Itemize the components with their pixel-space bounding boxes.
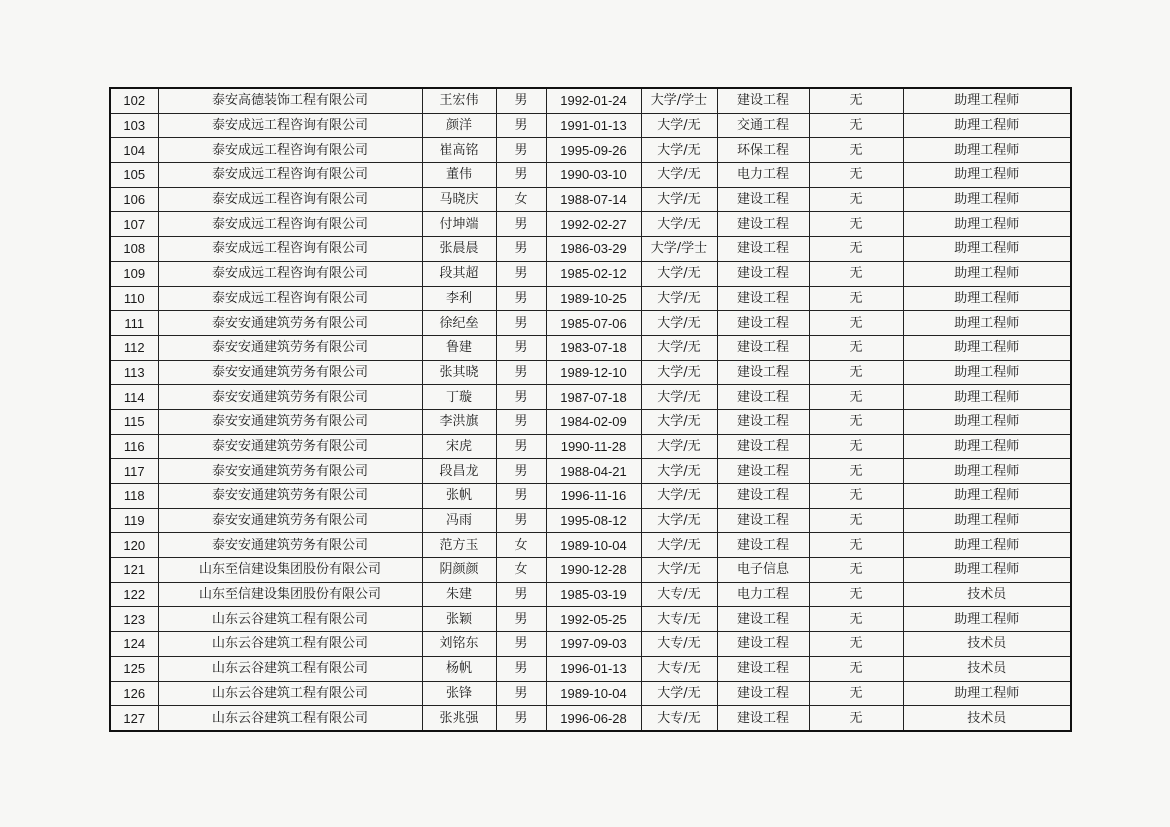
company-name-cell: 山东云谷建筑工程有限公司 <box>158 607 422 632</box>
gender-cell: 男 <box>496 434 546 459</box>
person-name-cell: 张颖 <box>422 607 496 632</box>
current-title-cell: 无 <box>809 409 903 434</box>
table-row <box>110 335 1071 360</box>
table-row <box>110 533 1071 558</box>
applied-title-cell: 助理工程师 <box>903 607 1071 632</box>
major-cell: 建设工程 <box>717 88 809 113</box>
gender-cell: 男 <box>496 360 546 385</box>
gender-cell: 男 <box>496 88 546 113</box>
table-row <box>110 311 1071 336</box>
person-name-cell: 阴颜颜 <box>422 558 496 583</box>
education-cell: 大学/无 <box>641 335 717 360</box>
row-number-cell: 125 <box>110 656 158 681</box>
personnel-table <box>109 87 1072 732</box>
company-name-cell: 泰安成远工程咨询有限公司 <box>158 212 422 237</box>
major-cell: 建设工程 <box>717 212 809 237</box>
birth-date-cell: 1992-02-27 <box>546 212 641 237</box>
company-name-cell: 泰安高德装饰工程有限公司 <box>158 88 422 113</box>
education-cell: 大学/学士 <box>641 88 717 113</box>
company-name-cell: 山东云谷建筑工程有限公司 <box>158 656 422 681</box>
gender-cell: 男 <box>496 656 546 681</box>
table-row <box>110 459 1071 484</box>
person-name-cell: 段其超 <box>422 261 496 286</box>
row-number-cell: 124 <box>110 632 158 657</box>
person-name-cell: 段昌龙 <box>422 459 496 484</box>
company-name-cell: 泰安安通建筑劳务有限公司 <box>158 409 422 434</box>
row-number-cell: 113 <box>110 360 158 385</box>
major-cell: 建设工程 <box>717 434 809 459</box>
education-cell: 大学/无 <box>641 212 717 237</box>
person-name-cell: 李洪旗 <box>422 409 496 434</box>
person-name-cell: 马晓庆 <box>422 187 496 212</box>
major-cell: 建设工程 <box>717 484 809 509</box>
applied-title-cell: 助理工程师 <box>903 237 1071 262</box>
birth-date-cell: 1985-02-12 <box>546 261 641 286</box>
gender-cell: 男 <box>496 113 546 138</box>
row-number-cell: 115 <box>110 409 158 434</box>
major-cell: 建设工程 <box>717 656 809 681</box>
applied-title-cell: 助理工程师 <box>903 261 1071 286</box>
row-number-cell: 105 <box>110 163 158 188</box>
current-title-cell: 无 <box>809 212 903 237</box>
applied-title-cell: 助理工程师 <box>903 113 1071 138</box>
company-name-cell: 山东云谷建筑工程有限公司 <box>158 632 422 657</box>
company-name-cell: 泰安成远工程咨询有限公司 <box>158 138 422 163</box>
row-number-cell: 111 <box>110 311 158 336</box>
birth-date-cell: 1989-10-04 <box>546 533 641 558</box>
birth-date-cell: 1989-12-10 <box>546 360 641 385</box>
applied-title-cell: 助理工程师 <box>903 385 1071 410</box>
birth-date-cell: 1990-12-28 <box>546 558 641 583</box>
row-number-cell: 106 <box>110 187 158 212</box>
company-name-cell: 山东云谷建筑工程有限公司 <box>158 706 422 731</box>
birth-date-cell: 1996-11-16 <box>546 484 641 509</box>
person-name-cell: 张锋 <box>422 681 496 706</box>
birth-date-cell: 1992-05-25 <box>546 607 641 632</box>
applied-title-cell: 助理工程师 <box>903 212 1071 237</box>
company-name-cell: 泰安安通建筑劳务有限公司 <box>158 360 422 385</box>
applied-title-cell: 助理工程师 <box>903 459 1071 484</box>
row-number-cell: 119 <box>110 508 158 533</box>
row-number-cell: 117 <box>110 459 158 484</box>
person-name-cell: 丁璇 <box>422 385 496 410</box>
person-name-cell: 宋虎 <box>422 434 496 459</box>
current-title-cell: 无 <box>809 508 903 533</box>
company-name-cell: 泰安安通建筑劳务有限公司 <box>158 459 422 484</box>
gender-cell: 女 <box>496 533 546 558</box>
table-row <box>110 582 1071 607</box>
company-name-cell: 泰安安通建筑劳务有限公司 <box>158 533 422 558</box>
person-name-cell: 杨帆 <box>422 656 496 681</box>
birth-date-cell: 1995-09-26 <box>546 138 641 163</box>
major-cell: 建设工程 <box>717 459 809 484</box>
birth-date-cell: 1984-02-09 <box>546 409 641 434</box>
row-number-cell: 109 <box>110 261 158 286</box>
company-name-cell: 泰安成远工程咨询有限公司 <box>158 163 422 188</box>
company-name-cell: 泰安成远工程咨询有限公司 <box>158 261 422 286</box>
education-cell: 大学/无 <box>641 484 717 509</box>
education-cell: 大学/学士 <box>641 237 717 262</box>
major-cell: 建设工程 <box>717 385 809 410</box>
major-cell: 建设工程 <box>717 360 809 385</box>
table-body <box>110 88 1071 731</box>
current-title-cell: 无 <box>809 582 903 607</box>
birth-date-cell: 1989-10-25 <box>546 286 641 311</box>
birth-date-cell: 1990-11-28 <box>546 434 641 459</box>
major-cell: 环保工程 <box>717 138 809 163</box>
birth-date-cell: 1986-03-29 <box>546 237 641 262</box>
current-title-cell: 无 <box>809 138 903 163</box>
education-cell: 大学/无 <box>641 533 717 558</box>
applied-title-cell: 助理工程师 <box>903 533 1071 558</box>
row-number-cell: 107 <box>110 212 158 237</box>
major-cell: 电力工程 <box>717 582 809 607</box>
applied-title-cell: 助理工程师 <box>903 187 1071 212</box>
row-number-cell: 103 <box>110 113 158 138</box>
person-name-cell: 王宏伟 <box>422 88 496 113</box>
table-row <box>110 632 1071 657</box>
person-name-cell: 张兆强 <box>422 706 496 731</box>
table-row <box>110 484 1071 509</box>
education-cell: 大学/无 <box>641 360 717 385</box>
birth-date-cell: 1987-07-18 <box>546 385 641 410</box>
applied-title-cell: 助理工程师 <box>903 335 1071 360</box>
major-cell: 建设工程 <box>717 706 809 731</box>
row-number-cell: 116 <box>110 434 158 459</box>
gender-cell: 男 <box>496 311 546 336</box>
person-name-cell: 鲁建 <box>422 335 496 360</box>
current-title-cell: 无 <box>809 385 903 410</box>
person-name-cell: 颜洋 <box>422 113 496 138</box>
birth-date-cell: 1988-04-21 <box>546 459 641 484</box>
applied-title-cell: 助理工程师 <box>903 163 1071 188</box>
gender-cell: 男 <box>496 508 546 533</box>
major-cell: 建设工程 <box>717 632 809 657</box>
row-number-cell: 122 <box>110 582 158 607</box>
company-name-cell: 泰安安通建筑劳务有限公司 <box>158 311 422 336</box>
birth-date-cell: 1985-07-06 <box>546 311 641 336</box>
applied-title-cell: 助理工程师 <box>903 138 1071 163</box>
table-row <box>110 187 1071 212</box>
person-name-cell: 朱建 <box>422 582 496 607</box>
education-cell: 大专/无 <box>641 582 717 607</box>
table-row <box>110 508 1071 533</box>
table-row <box>110 88 1071 113</box>
applied-title-cell: 助理工程师 <box>903 508 1071 533</box>
major-cell: 建设工程 <box>717 311 809 336</box>
major-cell: 建设工程 <box>717 286 809 311</box>
gender-cell: 男 <box>496 706 546 731</box>
gender-cell: 男 <box>496 681 546 706</box>
education-cell: 大学/无 <box>641 409 717 434</box>
applied-title-cell: 助理工程师 <box>903 681 1071 706</box>
major-cell: 交通工程 <box>717 113 809 138</box>
applied-title-cell: 助理工程师 <box>903 360 1071 385</box>
current-title-cell: 无 <box>809 113 903 138</box>
gender-cell: 男 <box>496 261 546 286</box>
applied-title-cell: 助理工程师 <box>903 484 1071 509</box>
birth-date-cell: 1988-07-14 <box>546 187 641 212</box>
company-name-cell: 泰安成远工程咨询有限公司 <box>158 187 422 212</box>
birth-date-cell: 1995-08-12 <box>546 508 641 533</box>
applied-title-cell: 助理工程师 <box>903 558 1071 583</box>
birth-date-cell: 1990-03-10 <box>546 163 641 188</box>
current-title-cell: 无 <box>809 261 903 286</box>
applied-title-cell: 助理工程师 <box>903 311 1071 336</box>
table-row <box>110 706 1071 731</box>
education-cell: 大专/无 <box>641 607 717 632</box>
gender-cell: 男 <box>496 607 546 632</box>
person-name-cell: 李利 <box>422 286 496 311</box>
applied-title-cell: 技术员 <box>903 632 1071 657</box>
current-title-cell: 无 <box>809 360 903 385</box>
education-cell: 大学/无 <box>641 311 717 336</box>
education-cell: 大学/无 <box>641 681 717 706</box>
person-name-cell: 付坤端 <box>422 212 496 237</box>
major-cell: 电力工程 <box>717 163 809 188</box>
major-cell: 建设工程 <box>717 409 809 434</box>
current-title-cell: 无 <box>809 656 903 681</box>
table-row <box>110 163 1071 188</box>
major-cell: 建设工程 <box>717 335 809 360</box>
current-title-cell: 无 <box>809 434 903 459</box>
gender-cell: 男 <box>496 237 546 262</box>
person-name-cell: 冯雨 <box>422 508 496 533</box>
education-cell: 大学/无 <box>641 385 717 410</box>
education-cell: 大专/无 <box>641 656 717 681</box>
row-number-cell: 120 <box>110 533 158 558</box>
company-name-cell: 山东至信建设集团股份有限公司 <box>158 558 422 583</box>
birth-date-cell: 1989-10-04 <box>546 681 641 706</box>
major-cell: 建设工程 <box>717 237 809 262</box>
row-number-cell: 114 <box>110 385 158 410</box>
table-row <box>110 385 1071 410</box>
person-name-cell: 崔高铭 <box>422 138 496 163</box>
applied-title-cell: 助理工程师 <box>903 409 1071 434</box>
gender-cell: 男 <box>496 138 546 163</box>
table-row <box>110 409 1071 434</box>
person-name-cell: 张其晓 <box>422 360 496 385</box>
education-cell: 大学/无 <box>641 138 717 163</box>
major-cell: 建设工程 <box>717 508 809 533</box>
gender-cell: 男 <box>496 335 546 360</box>
table-row <box>110 286 1071 311</box>
current-title-cell: 无 <box>809 237 903 262</box>
company-name-cell: 泰安成远工程咨询有限公司 <box>158 113 422 138</box>
table-row <box>110 237 1071 262</box>
birth-date-cell: 1985-03-19 <box>546 582 641 607</box>
company-name-cell: 山东云谷建筑工程有限公司 <box>158 681 422 706</box>
major-cell: 电子信息 <box>717 558 809 583</box>
company-name-cell: 泰安安通建筑劳务有限公司 <box>158 335 422 360</box>
company-name-cell: 泰安安通建筑劳务有限公司 <box>158 484 422 509</box>
table-row <box>110 212 1071 237</box>
education-cell: 大专/无 <box>641 706 717 731</box>
table-row <box>110 656 1071 681</box>
applied-title-cell: 助理工程师 <box>903 88 1071 113</box>
gender-cell: 男 <box>496 484 546 509</box>
gender-cell: 男 <box>496 385 546 410</box>
current-title-cell: 无 <box>809 558 903 583</box>
current-title-cell: 无 <box>809 681 903 706</box>
major-cell: 建设工程 <box>717 607 809 632</box>
person-name-cell: 董伟 <box>422 163 496 188</box>
table-row <box>110 261 1071 286</box>
major-cell: 建设工程 <box>717 261 809 286</box>
person-name-cell: 张帆 <box>422 484 496 509</box>
gender-cell: 男 <box>496 163 546 188</box>
education-cell: 大学/无 <box>641 187 717 212</box>
row-number-cell: 110 <box>110 286 158 311</box>
education-cell: 大学/无 <box>641 113 717 138</box>
education-cell: 大学/无 <box>641 558 717 583</box>
applied-title-cell: 技术员 <box>903 656 1071 681</box>
current-title-cell: 无 <box>809 533 903 558</box>
row-number-cell: 123 <box>110 607 158 632</box>
applied-title-cell: 技术员 <box>903 582 1071 607</box>
current-title-cell: 无 <box>809 706 903 731</box>
table-row <box>110 681 1071 706</box>
applied-title-cell: 技术员 <box>903 706 1071 731</box>
table-row <box>110 607 1071 632</box>
row-number-cell: 127 <box>110 706 158 731</box>
gender-cell: 女 <box>496 558 546 583</box>
company-name-cell: 泰安安通建筑劳务有限公司 <box>158 508 422 533</box>
row-number-cell: 126 <box>110 681 158 706</box>
company-name-cell: 泰安安通建筑劳务有限公司 <box>158 434 422 459</box>
table-row <box>110 558 1071 583</box>
row-number-cell: 108 <box>110 237 158 262</box>
current-title-cell: 无 <box>809 335 903 360</box>
gender-cell: 男 <box>496 459 546 484</box>
major-cell: 建设工程 <box>717 681 809 706</box>
current-title-cell: 无 <box>809 187 903 212</box>
company-name-cell: 山东至信建设集团股份有限公司 <box>158 582 422 607</box>
current-title-cell: 无 <box>809 88 903 113</box>
row-number-cell: 102 <box>110 88 158 113</box>
table-row <box>110 138 1071 163</box>
major-cell: 建设工程 <box>717 187 809 212</box>
company-name-cell: 泰安成远工程咨询有限公司 <box>158 237 422 262</box>
birth-date-cell: 1996-06-28 <box>546 706 641 731</box>
education-cell: 大学/无 <box>641 459 717 484</box>
current-title-cell: 无 <box>809 286 903 311</box>
company-name-cell: 泰安安通建筑劳务有限公司 <box>158 385 422 410</box>
birth-date-cell: 1983-07-18 <box>546 335 641 360</box>
education-cell: 大学/无 <box>641 286 717 311</box>
row-number-cell: 118 <box>110 484 158 509</box>
applied-title-cell: 助理工程师 <box>903 434 1071 459</box>
current-title-cell: 无 <box>809 459 903 484</box>
education-cell: 大学/无 <box>641 261 717 286</box>
gender-cell: 男 <box>496 286 546 311</box>
current-title-cell: 无 <box>809 632 903 657</box>
education-cell: 大学/无 <box>641 163 717 188</box>
person-name-cell: 范方玉 <box>422 533 496 558</box>
person-name-cell: 刘铭东 <box>422 632 496 657</box>
gender-cell: 男 <box>496 632 546 657</box>
row-number-cell: 112 <box>110 335 158 360</box>
person-name-cell: 徐纪垒 <box>422 311 496 336</box>
gender-cell: 男 <box>496 409 546 434</box>
gender-cell: 男 <box>496 212 546 237</box>
gender-cell: 男 <box>496 582 546 607</box>
row-number-cell: 104 <box>110 138 158 163</box>
table-row <box>110 360 1071 385</box>
birth-date-cell: 1996-01-13 <box>546 656 641 681</box>
education-cell: 大学/无 <box>641 508 717 533</box>
row-number-cell: 121 <box>110 558 158 583</box>
current-title-cell: 无 <box>809 163 903 188</box>
education-cell: 大专/无 <box>641 632 717 657</box>
table-row <box>110 434 1071 459</box>
current-title-cell: 无 <box>809 311 903 336</box>
birth-date-cell: 1991-01-13 <box>546 113 641 138</box>
applied-title-cell: 助理工程师 <box>903 286 1071 311</box>
table-row <box>110 113 1071 138</box>
education-cell: 大学/无 <box>641 434 717 459</box>
gender-cell: 女 <box>496 187 546 212</box>
person-name-cell: 张晨晨 <box>422 237 496 262</box>
current-title-cell: 无 <box>809 484 903 509</box>
current-title-cell: 无 <box>809 607 903 632</box>
company-name-cell: 泰安成远工程咨询有限公司 <box>158 286 422 311</box>
birth-date-cell: 1997-09-03 <box>546 632 641 657</box>
major-cell: 建设工程 <box>717 533 809 558</box>
birth-date-cell: 1992-01-24 <box>546 88 641 113</box>
